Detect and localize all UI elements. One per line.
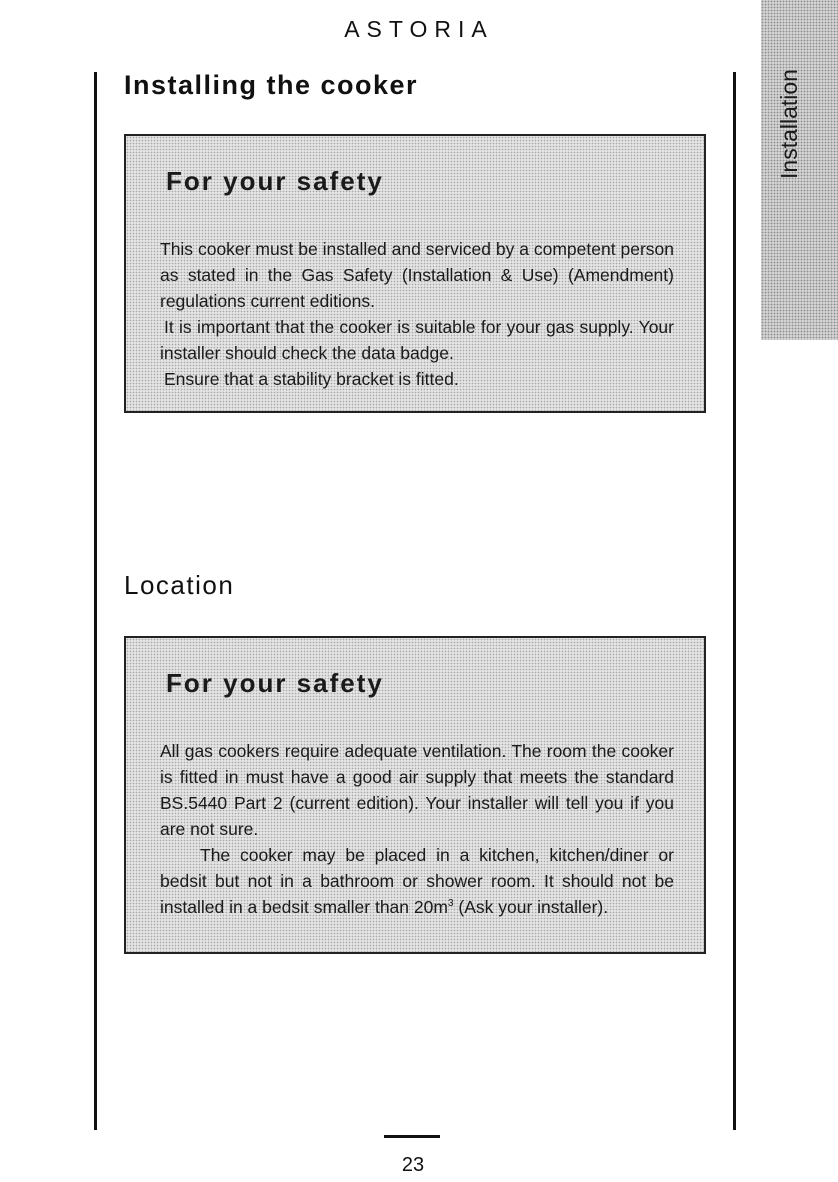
safety-box-location — [124, 636, 706, 954]
safety-paragraph: It is important that the cooker is suitable for your gas supply. Your installer should check the data badge. — [160, 317, 674, 363]
safety-paragraph — [160, 842, 674, 920]
side-tab-label: Installation — [775, 69, 802, 179]
safety-box-body — [160, 738, 674, 920]
section-heading-location: Location — [124, 570, 235, 600]
footer-rule — [384, 1135, 440, 1138]
right-margin-rule — [733, 72, 736, 1130]
page-number: 23 — [401, 1154, 425, 1176]
paragraph-text: (Ask your installer). — [453, 897, 609, 917]
safety-paragraph: Ensure that a stability bracket is fitted. — [164, 369, 459, 389]
safety-box-title: For your safety — [166, 668, 384, 698]
safety-paragraph: All gas cookers require adequate ventilation. The room the cooker is fitted in must have a good air supply that meets the standard BS.5440 Part 2 (current edition). Your installer will tell you if you are not sure. — [160, 741, 674, 839]
paragraph-text: The cooker may be placed in a kitchen, kitchen/diner or bedsit but not in a bathroom or shower room. It should not be installed in a bedsit smaller than 20m — [160, 845, 674, 917]
safety-box-installing — [124, 134, 706, 413]
safety-box-title: For your safety — [166, 166, 384, 196]
safety-paragraph: This cooker must be installed and serviced by a competent person as stated in the Gas Safety (Installation & Use) (Amendment) regulations current editions. — [160, 239, 674, 311]
safety-box-body — [160, 236, 674, 392]
brand-header: ASTORIA — [344, 16, 494, 42]
left-margin-rule — [94, 72, 97, 1130]
section-heading-installing: Installing the cooker — [124, 70, 419, 100]
superscript: 3 — [447, 898, 454, 909]
